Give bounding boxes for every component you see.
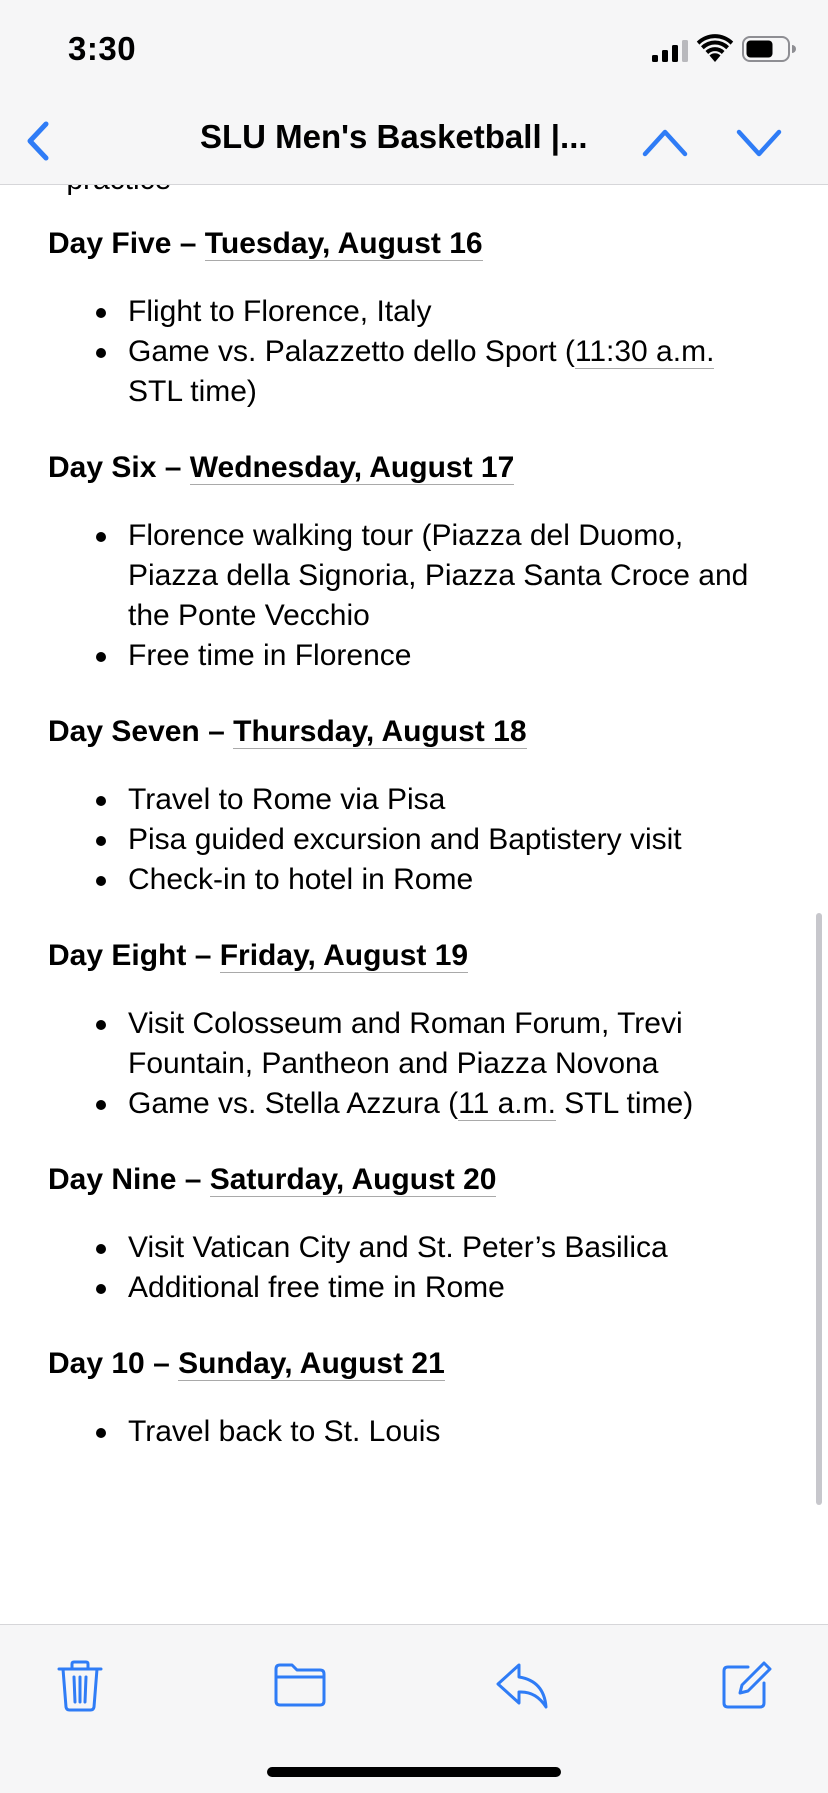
day-date-link[interactable]: Sunday, August 21 <box>178 1347 445 1380</box>
day-label: Day Nine – <box>48 1163 210 1196</box>
day-item-list <box>48 780 768 900</box>
list-item-text: Florence walking tour (Piazza del Duomo, Piazza della Signoria, Piazza Santa Croce and the Ponte Vecchio <box>128 519 749 632</box>
list-item-text: Free time in Florence <box>128 639 412 672</box>
day-item-list <box>48 1228 768 1308</box>
status-bar <box>0 0 828 100</box>
day-heading <box>48 937 768 975</box>
folder-icon[interactable] <box>270 1655 330 1715</box>
list-item-text: STL time) <box>555 1087 694 1120</box>
list-item-text: Game vs. Palazzetto dello Sport ( <box>128 335 575 368</box>
day-item-list <box>48 292 768 412</box>
day-heading <box>48 449 768 487</box>
navigation-bar <box>0 104 828 178</box>
list-item-text: Travel to Rome via Pisa <box>128 783 446 816</box>
list-item <box>48 292 768 332</box>
day-date-link[interactable]: Wednesday, August 17 <box>189 451 515 484</box>
day-label: Day Five – <box>48 227 205 260</box>
list-item <box>48 1084 768 1124</box>
itinerary <box>48 225 768 1489</box>
list-item-text: Check-in to hotel in Rome <box>128 863 474 896</box>
day-item-list <box>48 1004 768 1124</box>
compose-icon[interactable] <box>716 1655 776 1715</box>
list-item-text: Additional free time in Rome <box>128 1271 505 1304</box>
top-chrome <box>0 0 828 185</box>
list-item <box>48 1412 768 1452</box>
back-chevron-icon[interactable] <box>20 116 60 166</box>
next-message-chevron-down-icon[interactable] <box>734 122 784 162</box>
list-item <box>48 820 768 860</box>
list-item <box>48 516 768 636</box>
list-item-text: Pisa guided excursion and Baptistery visit <box>128 823 682 856</box>
previous-message-chevron-up-icon[interactable] <box>640 122 690 162</box>
message-subject-title: SLU Men's Basketball |... <box>200 118 588 155</box>
cellular-signal-icon <box>652 40 688 62</box>
time-link[interactable]: 11 a.m. <box>458 1087 556 1120</box>
reply-icon[interactable] <box>492 1655 552 1715</box>
list-item-text: Visit Colosseum and Roman Forum, Trevi Fountain, Pantheon and Piazza Novona <box>128 1007 683 1080</box>
list-item-text: Flight to Florence, Italy <box>128 295 432 328</box>
list-item-text: Travel back to St. Louis <box>128 1415 441 1448</box>
list-item <box>48 780 768 820</box>
day-label: Day Seven – <box>48 715 234 748</box>
list-item <box>48 1228 768 1268</box>
day-heading <box>48 225 768 263</box>
day-heading <box>48 713 768 751</box>
day-date-link[interactable]: Saturday, August 20 <box>209 1163 497 1196</box>
day-label: Day 10 – <box>48 1347 179 1380</box>
trash-icon[interactable] <box>50 1655 110 1715</box>
list-item <box>48 636 768 676</box>
message-body[interactable] <box>0 185 828 1624</box>
day-date-link[interactable]: Tuesday, August 16 <box>204 227 483 260</box>
list-item-text: Game vs. Stella Azzura ( <box>128 1087 459 1120</box>
day-heading <box>48 1345 768 1383</box>
day-item-list <box>48 516 768 676</box>
list-item <box>48 1004 768 1084</box>
day-date-link[interactable]: Thursday, August 18 <box>233 715 527 748</box>
status-time: 3:30 <box>68 30 137 67</box>
home-indicator <box>267 1767 561 1777</box>
list-item-text: STL time) <box>128 375 257 408</box>
wifi-icon <box>698 36 732 62</box>
day-item-list <box>48 1412 768 1452</box>
list-item-text: Visit Vatican City and St. Peter’s Basilica <box>128 1231 668 1264</box>
day-date-link[interactable]: Friday, August 19 <box>219 939 469 972</box>
list-item <box>48 332 768 412</box>
battery-icon <box>742 36 796 62</box>
scroll-indicator[interactable] <box>816 913 822 1505</box>
day-heading <box>48 1161 768 1199</box>
bottom-toolbar <box>0 1624 828 1793</box>
list-item <box>48 860 768 900</box>
day-label: Day Eight – <box>48 939 220 972</box>
day-label: Day Six – <box>48 451 190 484</box>
list-item <box>48 1268 768 1308</box>
time-link[interactable]: 11:30 a.m. <box>574 335 715 368</box>
